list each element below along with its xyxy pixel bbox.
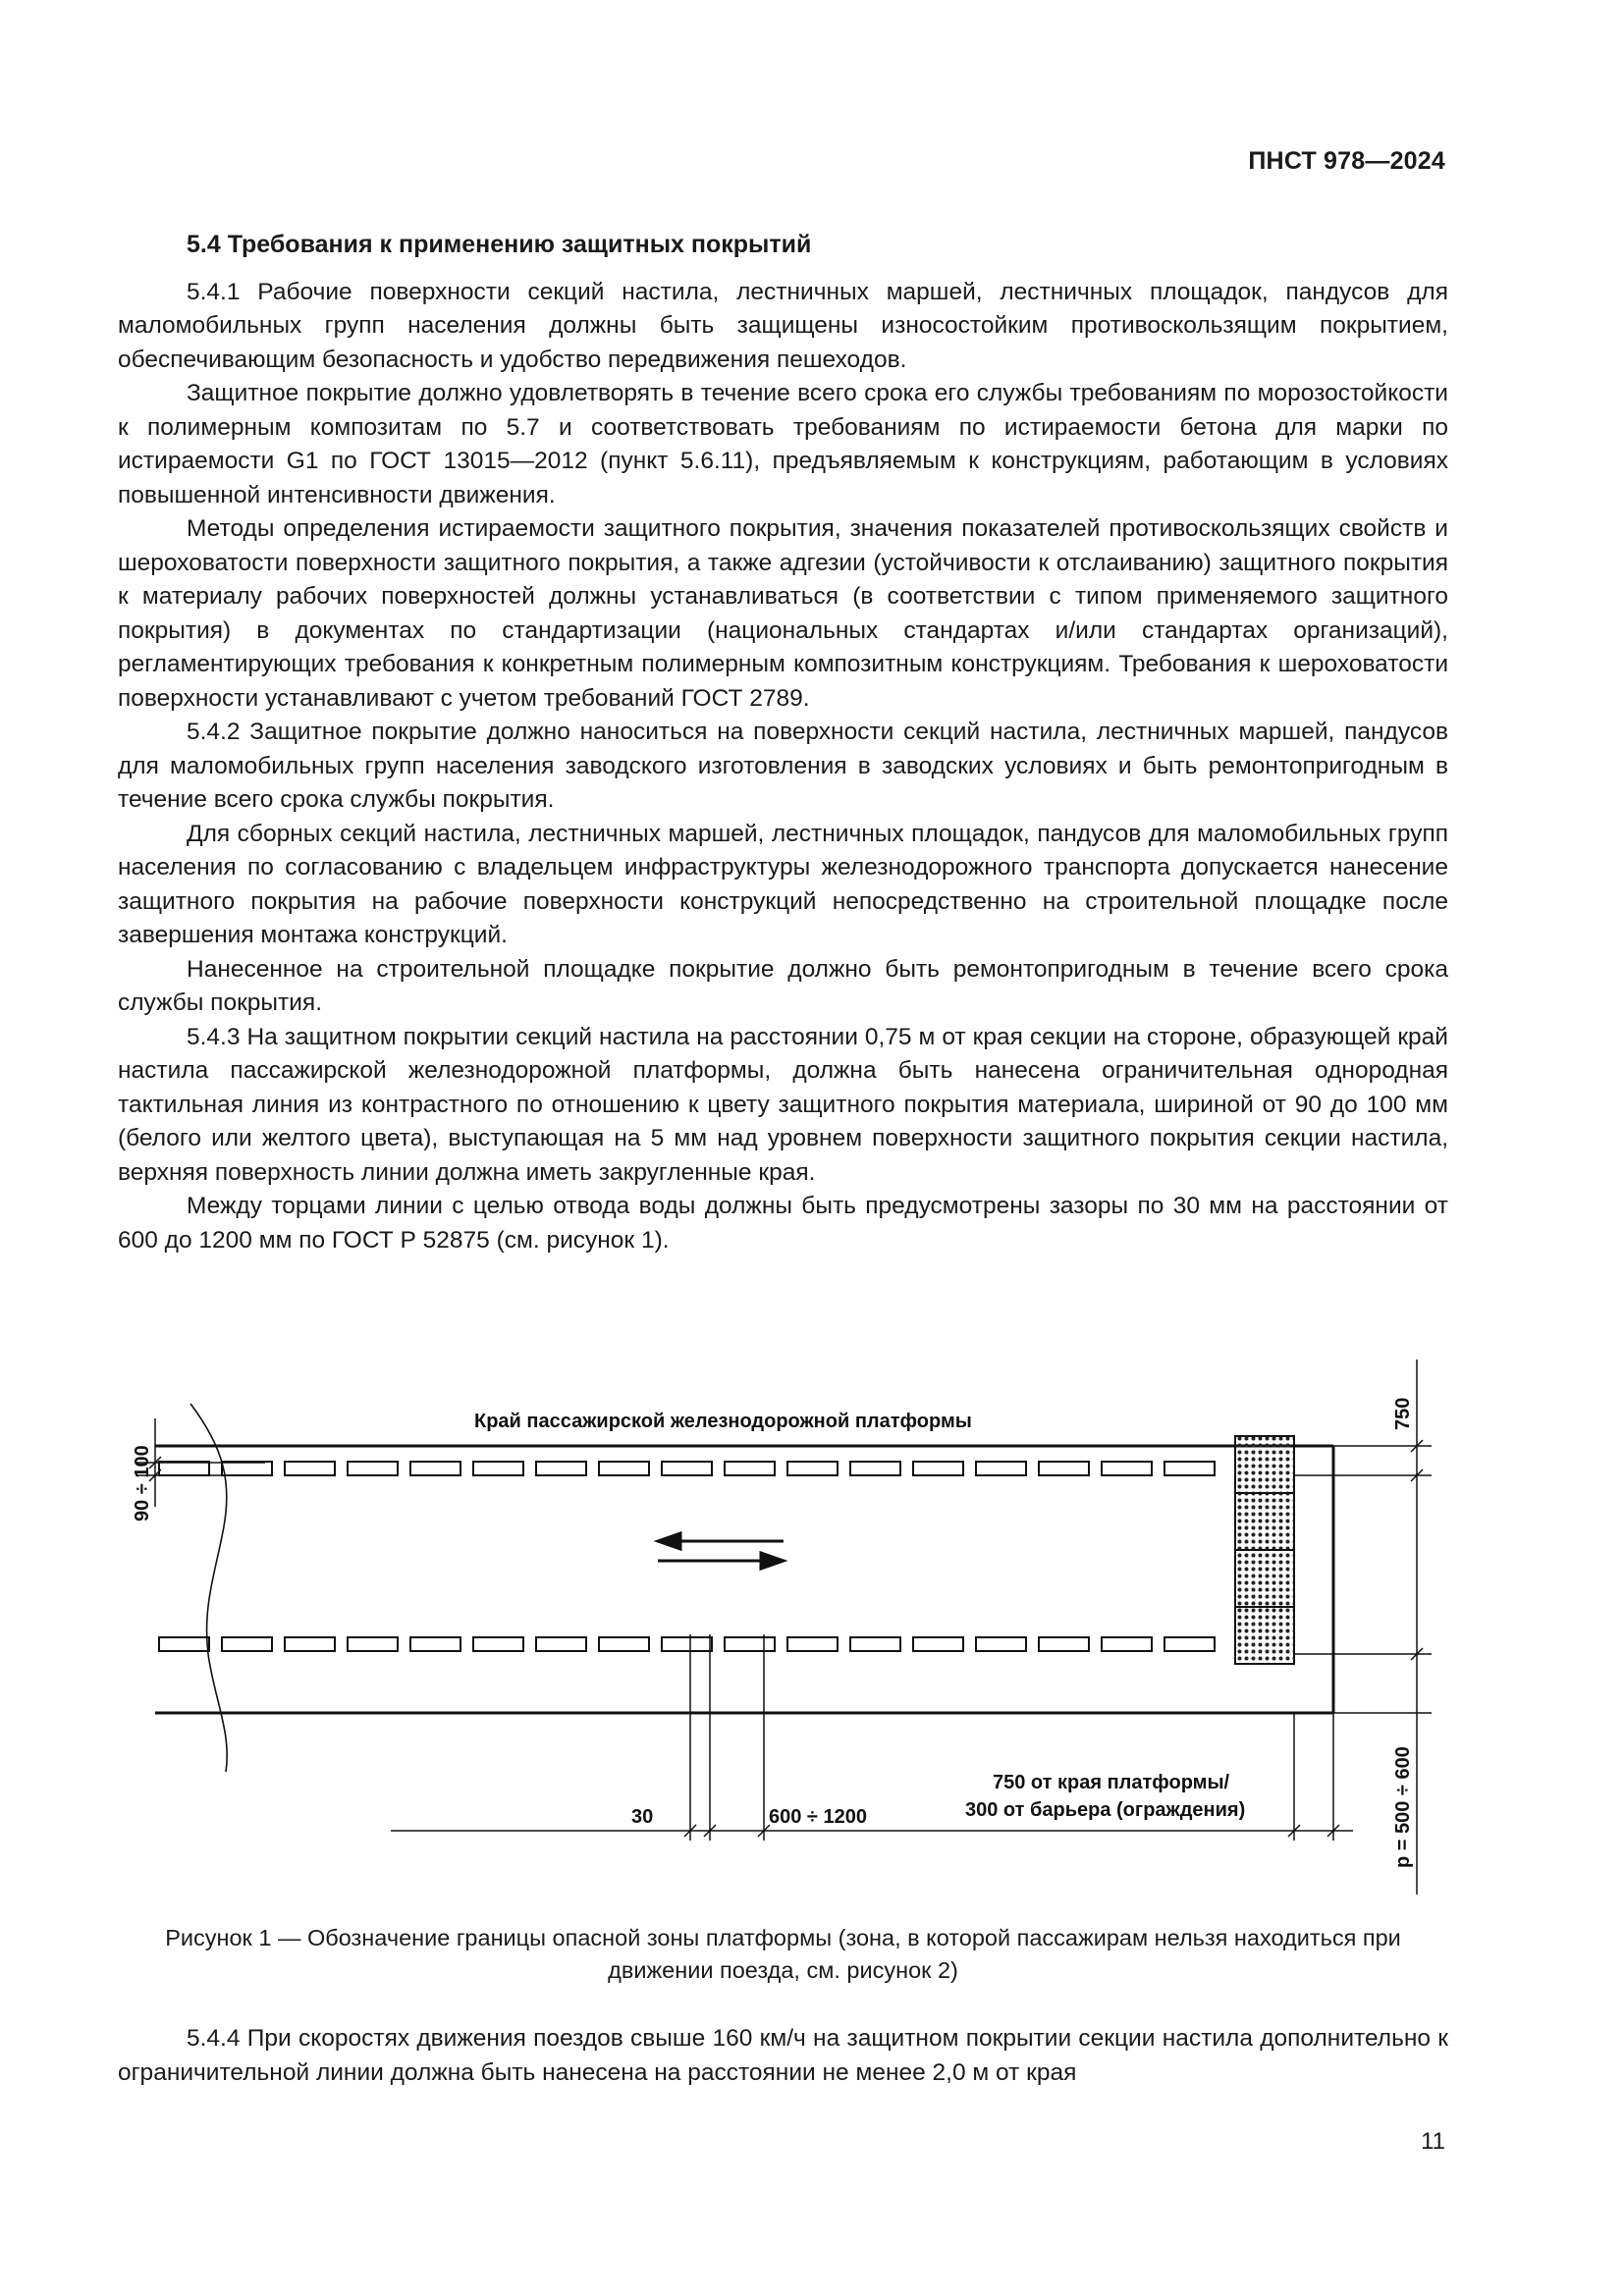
tactile-segment	[1102, 1462, 1152, 1475]
tactile-segment	[285, 1637, 335, 1651]
paragraph: 5.4.2 Защитное покрытие должно наноситься на поверхности секций настила, лестничных маршей, пандусов для маломобильных групп населения заводского изготовления в заводских условиях и быть ремонтопригодным в течение всего срока службы покрытия.	[118, 719, 1448, 813]
tactile-segment	[1102, 1637, 1152, 1651]
section-5-4	[118, 228, 1448, 1257]
tactile-segment	[787, 1637, 838, 1651]
tactile-segment	[1039, 1637, 1089, 1651]
dimension-left	[135, 1418, 265, 1507]
section-heading: 5.4 Требования к применению защитных покрытий	[187, 231, 812, 258]
tactile-segment	[159, 1462, 209, 1475]
tactile-segment	[599, 1462, 649, 1475]
paragraph: Для сборных секций настила, лестничных маршей, лестничных площадок, пандусов для маломобильных групп населения по согласованию с владельцем инфраструктуры железнодорожного транспорта допускается нанесение защитного покрытия на рабочие поверхности конструкций непосредственно на строительной площадке после завершения монтажа конструкций.	[118, 820, 1448, 948]
tactile-segment	[536, 1637, 586, 1651]
tactile-segment	[348, 1462, 398, 1475]
tactile-segment	[473, 1462, 523, 1475]
tactile-segment	[913, 1637, 963, 1651]
tactile-segment	[976, 1462, 1026, 1475]
tactile-segment	[348, 1637, 398, 1651]
paragraph: 5.4.3 На защитном покрытии секций настила на расстоянии 0,75 м от края секции на стороне, образующей край настила пассажирской железнодорожной платформы, должна быть нанесена ограничительная однородная тактильная линия из контрастного по отношению к цвету защитного покрытия материала, шириной от 90 до 100 мм (белого или желтого цвета), выступающая на 5 мм над уровнем поверхности защитного покрытия секции настила, верхняя поверхность линии должна иметь закругленные края.	[118, 1023, 1448, 1186]
figure-caption: Рисунок 1 — Обозначение границы опасной зоны платформы (зона, в которой пассажирам нельзя находиться при движении поезда, см. рисунок 2)	[165, 1925, 1401, 1983]
direction-arrows	[658, 1533, 784, 1569]
paragraph: Нанесенное на строительной площадке покрытие должно быть ремонтопригодным в течение всего срока службы покрытия.	[118, 955, 1448, 1016]
tactile-segment	[1164, 1637, 1215, 1651]
note-line-2: 300 от барьера (ограждения)	[965, 1799, 1246, 1821]
paragraph: Защитное покрытие должно удовлетворять в течение всего срока его службы требованиям по морозостойкости к полимерным композитам по 5.7 и соответствовать требованиям по истираемости бетона для марки по истираемости G1 по ГОСТ 13015—2012 (пункт 5.6.11), предъявляемым к конструкциям, работающим в условиях повышенной интенсивности движения.	[118, 380, 1448, 508]
tactile-segment	[787, 1462, 838, 1475]
paragraph: 5.4.1 Рабочие поверхности секций настила, лестничных маршей, лестничных площадок, пандусов для маломобильных групп населения должны быть защищены износостойким противоскользящим покрытием, обеспечивающим безопасность и удобство передвижения пешеходов.	[118, 278, 1448, 373]
tactile-segment	[976, 1637, 1026, 1651]
dimension-spacing: 600 ÷ 1200	[769, 1806, 867, 1828]
figure-1	[116, 1360, 1451, 1895]
paragraph: 5.4.4 При скоростях движения поездов свыше 160 км/ч на защитном покрытии секции настила дополнительно к ограничительной линии должна быть нанесена на расстоянии не менее 2,0 м от края	[118, 2025, 1448, 2086]
tactile-segment	[1164, 1462, 1215, 1475]
paragraph: Между торцами линии с целью отвода воды должны быть предусмотрены зазоры по 30 мм на расстоянии от 600 до 1200 мм по ГОСТ Р 52875 (см. рисунок 1).	[118, 1193, 1448, 1254]
tactile-segment	[662, 1637, 712, 1651]
paragraph: Методы определения истираемости защитного покрытия, значения показателей противоскользящих свойств и шероховатости поверхности защитного покрытия, а также адгезии (устойчивости к отслаиванию) защитного покрытия к материалу рабочих поверхностей должны устанавливаться (в соответствии с типом применяемого защитного покрытия) в документах по стандартизации (национальных стандартах и/или стандартах организаций), регламентирующих требования к конкретным полимерным композитным конструкциям. Требования к шероховатости поверхности устанавливают с учетом требований ГОСТ 2789.	[118, 515, 1448, 712]
dimension-750: 750	[1392, 1397, 1414, 1430]
document-code: ПНСТ 978—2024	[1248, 147, 1445, 175]
tactile-segment	[222, 1637, 272, 1651]
tactile-segment	[1039, 1462, 1089, 1475]
tactile-segment	[725, 1637, 775, 1651]
page-number: 11	[1421, 2128, 1445, 2155]
tactile-segment	[410, 1462, 460, 1475]
tactile-segment	[536, 1462, 586, 1475]
tactile-segment	[222, 1462, 272, 1475]
tactile-segment	[410, 1637, 460, 1651]
tactile-line-bottom	[159, 1637, 1215, 1651]
tactile-segment	[473, 1637, 523, 1651]
note-line-1: 750 от края платформы/	[993, 1772, 1230, 1793]
tactile-tiles	[1235, 1436, 1294, 1664]
dimension-gap: 30	[631, 1806, 654, 1828]
section-5-4-4	[118, 2022, 1448, 2090]
platform-edge-label: Край пассажирской железнодорожной платформы	[474, 1411, 972, 1432]
tactile-line-top	[159, 1462, 1215, 1475]
break-line	[190, 1404, 227, 1772]
tactile-segment	[913, 1462, 963, 1475]
dimension-p: p = 500 ÷ 600	[1392, 1746, 1414, 1868]
tactile-segment	[159, 1637, 209, 1651]
tactile-segment	[850, 1637, 900, 1651]
tactile-segment	[850, 1462, 900, 1475]
tactile-segment	[662, 1462, 712, 1475]
tactile-segment	[725, 1462, 775, 1475]
tactile-segment	[285, 1462, 335, 1475]
tactile-segment	[599, 1637, 649, 1651]
dimension-line-width: 90 ÷ 100	[132, 1445, 153, 1522]
